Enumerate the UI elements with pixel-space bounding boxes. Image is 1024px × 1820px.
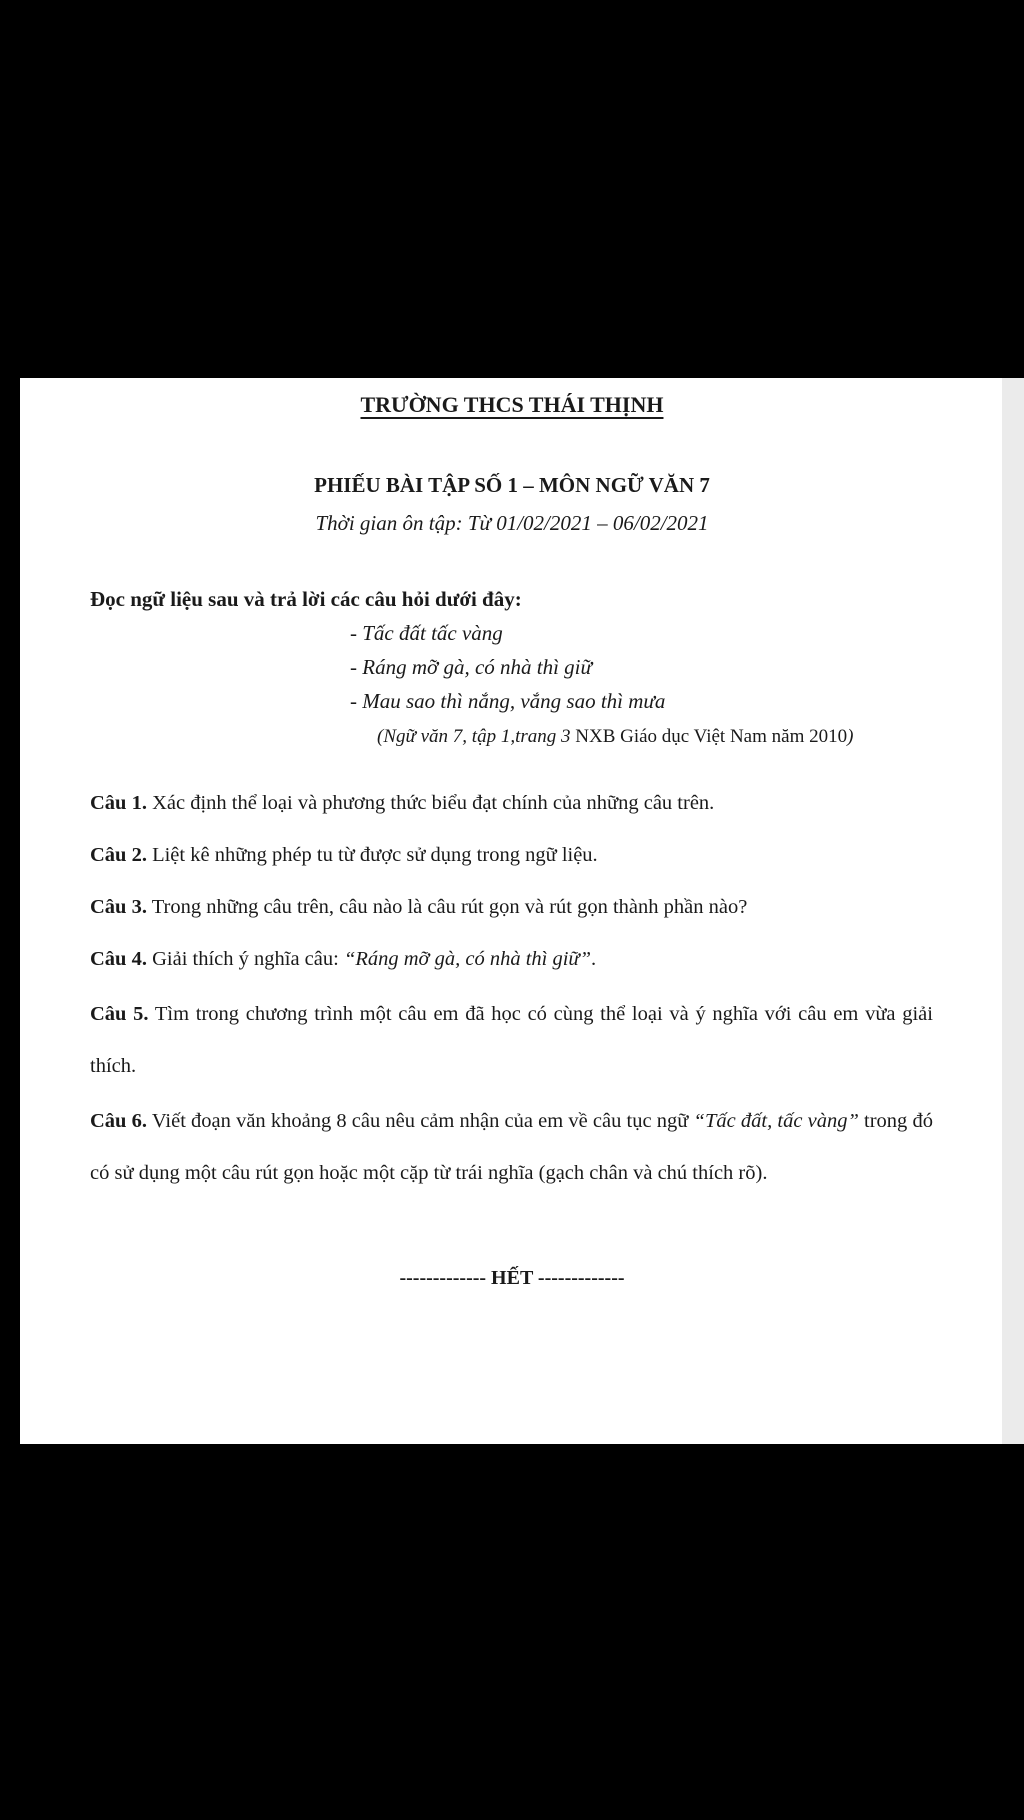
question-3 [90, 881, 933, 933]
question-4 [90, 933, 933, 985]
review-period: Thời gian ôn tập: Từ 01/02/2021 – 06/02/2021 [315, 511, 709, 535]
question-label: Câu 3. [90, 896, 147, 918]
question-label: Câu 2. [90, 844, 147, 866]
question-label: Câu 5. [90, 1003, 149, 1025]
question-end: trong đó có sử dụng một câu rút gọn hoặc một cặp từ trái nghĩa (gạch chân và chú thích rõ). [90, 1110, 933, 1184]
proverb-line: - Tấc đất tấc vàng [350, 621, 503, 645]
sheet-title: PHIẾU BÀI TẬP SỐ 1 – MÔN NGỮ VĂN 7 [314, 473, 710, 497]
source-close: ) [847, 726, 854, 747]
question-text: Tìm trong chương trình một câu em đã học có cùng thể loại và ý nghĩa với câu em vừa giải thích. [90, 1003, 933, 1077]
question-end: . [591, 948, 597, 970]
reading-instruction: Đọc ngữ liệu sau và trả lời các câu hỏi dưới đây: [90, 587, 522, 611]
question-label: Câu 4. [90, 948, 147, 970]
question-text: Trong những câu trên, câu nào là câu rút gọn và rút gọn thành phần nào? [146, 896, 748, 918]
source-plain: NXB Giáo dục Việt Nam năm 2010 [570, 726, 848, 747]
proverb-line: - Mau sao thì nắng, vắng sao thì mưa [350, 689, 666, 713]
question-quote: “Tấc đất, tấc vàng” [693, 1110, 859, 1132]
question-6 [90, 1095, 933, 1199]
end-mark: ------------- HẾT ------------- [399, 1267, 625, 1289]
question-label: Câu 1. [90, 792, 147, 814]
school-name: TRƯỜNG THCS THÁI THỊNH [360, 392, 664, 417]
question-text: Xác định thể loại và phương thức biểu đạt chính của những câu trên. [146, 792, 715, 814]
source-citation [377, 726, 853, 748]
question-text: Giải thích ý nghĩa câu: [146, 948, 344, 970]
question-quote: “Ráng mỡ gà, có nhà thì giữ” [343, 948, 592, 970]
question-text: Viết đoạn văn khoảng 8 câu nêu cảm nhận của em về câu tục ngữ [147, 1110, 694, 1132]
question-label: Câu 6. [90, 1110, 148, 1132]
proverb-line: - Ráng mỡ gà, có nhà thì giữ [350, 655, 592, 679]
question-2 [90, 829, 933, 881]
question-1 [90, 777, 933, 829]
question-text: Liệt kê những phép tu từ được sử dụng trong ngữ liệu. [146, 844, 598, 866]
question-5 [90, 988, 933, 1092]
source-italic: (Ngữ văn 7, tập 1,trang 3 [377, 726, 571, 747]
